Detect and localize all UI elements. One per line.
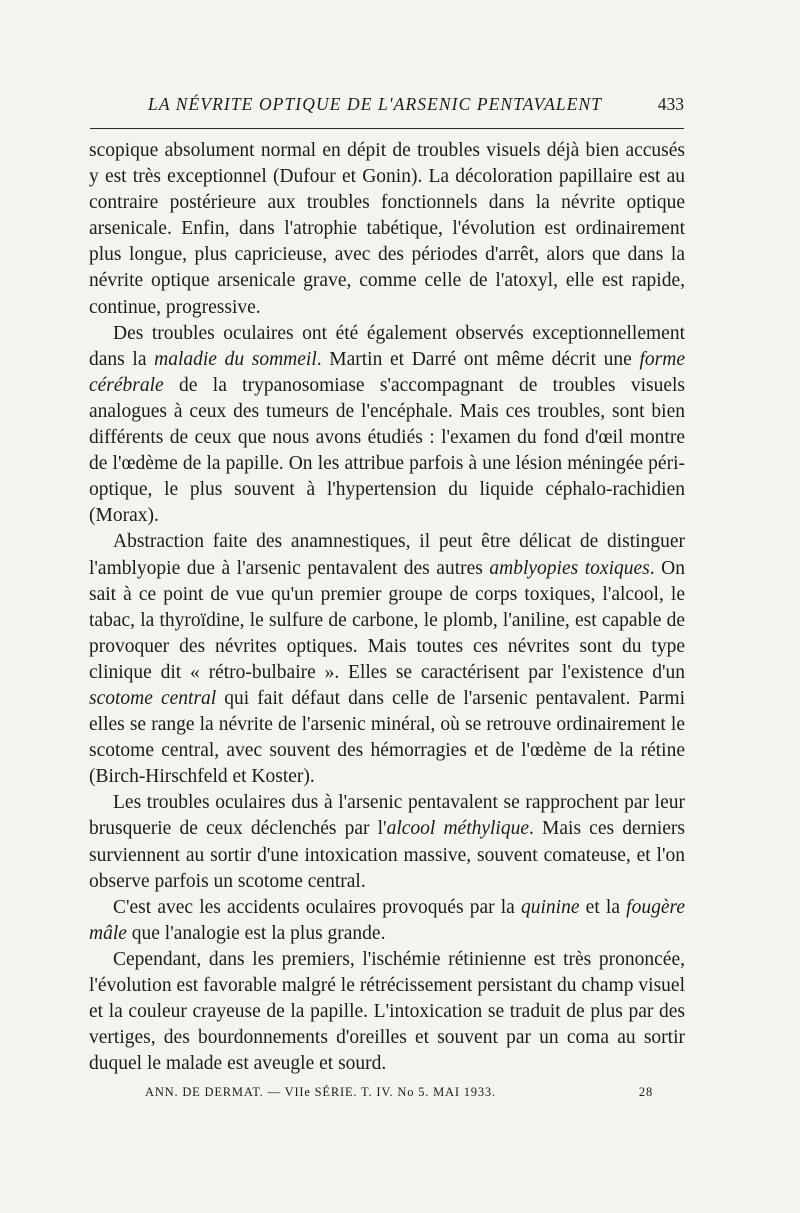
journal-citation: ANN. DE DERMAT. — VIIe SÉRIE. T. IV. No 5. MAI 1933. [145,1085,496,1099]
paragraph [89,790,685,894]
text-run: . On sait à ce point de vue qu'un premier groupe de corps toxiques, l'alcool, le tabac, la thyroïdine, le sulfure de carbone, le plomb, l'aniline, est capable de provoquer des névrites optiques. Mais toutes ces névrites sont du type clinique dit « rétro-bulbaire ». Elles se caractérisent par l'existence d'un [89,557,685,683]
text-run: C'est avec les accidents oculaires provoqués par la [113,896,522,918]
paragraph [89,321,685,530]
text-run: Abstraction faite des anamnestiques, il peut être délicat de distinguer l'amblyopie due à l'arsenic pentavalent des autres [89,531,685,579]
paragraph [89,138,685,321]
text-run: Des troubles oculaires ont été également observés exceptionnellement dans la [89,322,685,370]
article-body [89,138,685,1077]
sheet-number: 28 [638,1085,653,1099]
running-title: LA NÉVRITE OPTIQUE DE L'ARSENIC PENTAVALENT [148,94,603,114]
page-number: 433 [657,94,684,114]
paragraph [89,895,685,947]
text-run: de la trypanosomiase s'accompagnant de troubles visuels analogues à ceux des tumeurs de l'encéphale. Mais ces troubles, sont bien différents de ceux que nous avons étudiés : l'examen du fond d'œil montre de l'œdème de la papille. On les attribue parfois à une lésion méningée péri-optique, le plus souvent à l'hypertension du liquide céphalo-rachidien (Morax). [89,374,685,527]
text-run: Les troubles oculaires dus à l'arsenic pentavalent se rapprochent par leur brusquerie de ceux déclenchés par l' [89,792,685,840]
italic-term: quinine [521,896,580,918]
paragraph [89,529,685,790]
text-run: . Martin et Darré ont même décrit une [316,348,640,370]
text-run: que l'analogie est la plus grande. [126,922,386,944]
italic-term: forme cérébrale [89,348,685,396]
running-header [148,94,684,120]
italic-term: scotome central [89,687,217,709]
text-run: et la [579,896,627,918]
text-run: . Mais ces derniers surviennent au sortir d'une intoxication massive, souvent comateuse, et l'on observe parfois un scotome central. [89,818,686,892]
text-run: Cependant, dans les premiers, l'ischémie rétinienne est très prononcée, l'évolution est favorable malgré le rétrécissement persistant du champ visuel et la couleur crayeuse de la papille. L'intoxication se traduit de plus par des vertiges, des bourdonnements d'oreilles et souvent par un coma au sortir duquel le malade est aveugle et sourd. [89,948,685,1075]
paragraph [89,947,685,1077]
italic-term: maladie du sommeil [154,348,317,370]
header-rule [90,128,684,129]
text-run: qui fait défaut dans celle de l'arsenic pentavalent. Parmi elles se range la névrite de l'arsenic minéral, où se retrouve ordinairement le scotome central, avec souvent des hémorragies et de l'œdème de la rétine (Birch-Hirschfeld et Koster). [89,687,685,788]
italic-term: fougère mâle [89,896,685,944]
page-footer [145,1085,653,1105]
italic-term: alcool méthylique [386,818,530,840]
text-run: scopique absolument normal en dépit de troubles visuels déjà bien accusés y est très exceptionnel (Dufour et Gonin). La décoloration papillaire est au contraire postérieure aux troubles fonctionnels dans la névrite optique arsenicale. Enfin, dans l'atrophie tabétique, l'évolution est ordinairement plus longue, plus capricieuse, avec des périodes d'arrêt, alors que dans la névrite optique arsenicale grave, comme celle de l'atoxyl, elle est rapide, continue, progressive. [89,140,685,318]
italic-term: amblyopies toxiques [489,557,650,579]
